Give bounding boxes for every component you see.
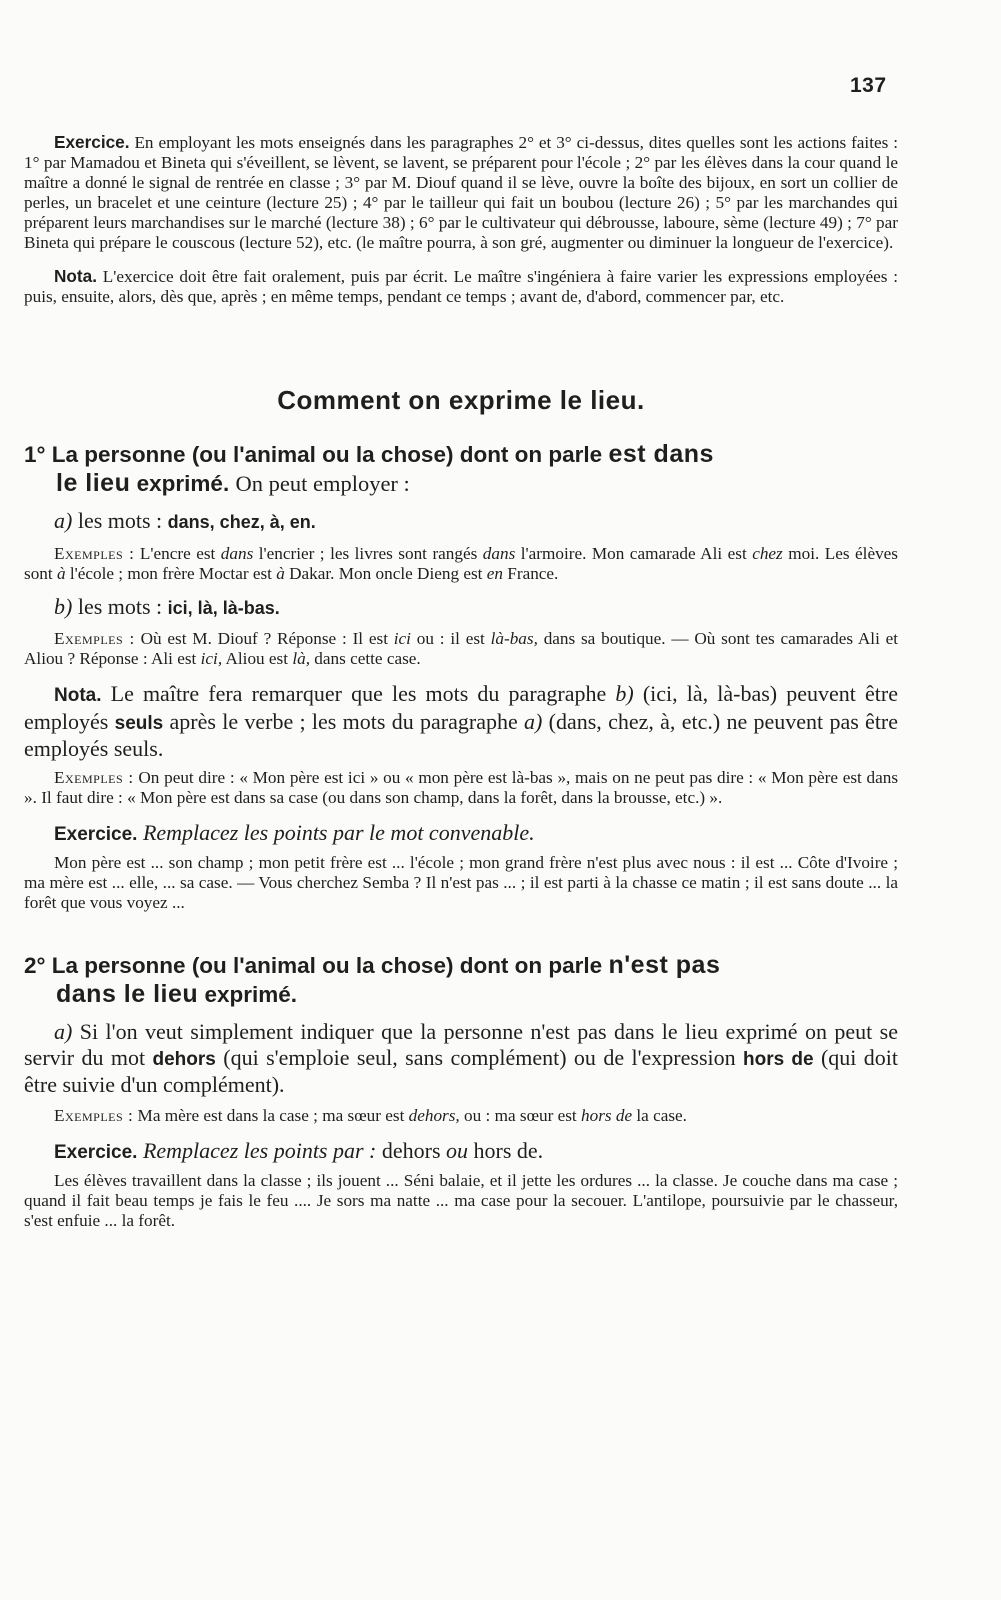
example-text: moi. Les élèves sont <box>24 543 898 583</box>
example-text: dans sa boutique. — Où sont tes camarades Ali et Aliou ? Réponse : Ali est <box>24 629 899 668</box>
exercise-instruction: Remplacez les points par le mot convenable. <box>142 819 535 845</box>
part1-heading-number: 1° <box>24 442 46 467</box>
part2-exercise-text: Les élèves travaillent dans la classe ; ils jouent ... Séni balaie, et il jette les ordures ... la classe. Je couche dans ma case ; quand il fait beau temps je fais le feu .... Je sors ma natte ... ma case pour la secouer. L'antilope, poursuivie par le chasseur, s'est enfuie ... la forêt. <box>24 1171 898 1230</box>
section-title: Comment on exprime le lieu. <box>277 385 645 415</box>
intro-exercise-paragraph <box>24 132 898 253</box>
part1-heading-exprime: exprimé. <box>136 471 230 496</box>
example-word: en <box>486 563 503 583</box>
part1-a-letter: a) <box>54 508 73 533</box>
example-text: France. <box>507 563 559 583</box>
example-word: hors de <box>581 1105 633 1125</box>
example-text: l'armoire. Mon camarade Ali est <box>520 543 747 563</box>
example-text: ou : il est <box>416 629 485 648</box>
part2-heading <box>24 951 898 1009</box>
example-word: à <box>56 563 66 583</box>
page-number: 137 <box>850 74 887 97</box>
part2-a-emphasis: hors de <box>743 1048 814 1070</box>
part1-heading-tail: On peut employer : <box>235 471 410 496</box>
part2-examples <box>24 1106 898 1126</box>
example-word: dans <box>482 543 516 563</box>
part1-heading <box>24 440 898 498</box>
nota-ref: b) <box>615 681 634 706</box>
page-content <box>24 70 898 1231</box>
exercise-word: ou <box>446 1137 469 1163</box>
part2-a-paragraph <box>24 1019 898 1098</box>
part1-b-letter: b) <box>54 593 73 619</box>
nota-text: (ici, là, là-bas) peuvent être employés <box>24 681 898 734</box>
nota-text: (dans, chez, à, etc.) ne peuvent pas être employés seuls. <box>24 708 899 761</box>
nota-ref: a) <box>524 708 543 734</box>
examples-label: Exemples : <box>54 767 134 787</box>
part1-nota <box>24 681 898 762</box>
exercise-instruction: Remplacez les points par : <box>142 1137 377 1163</box>
example-text: L'encre est <box>139 543 216 563</box>
part1-b-words: ici, là, là-bas. <box>167 597 280 618</box>
example-text: Ma mère est dans la case ; ma sœur est <box>137 1105 405 1125</box>
example-text: dans cette case. <box>314 649 421 668</box>
exercise-label: Exercice. <box>54 1141 138 1163</box>
example-word: ici <box>393 629 411 648</box>
nota-emphasis: seuls <box>114 712 164 734</box>
exercise-label: Exercice. <box>54 823 138 845</box>
example-word: à <box>276 563 285 583</box>
part2-heading-exprime: exprimé. <box>204 982 297 1007</box>
example-text: On peut dire : « Mon père est ici » ou « mon père est là-bas », mais on ne peut pas dire : « Mon père est dans ». Il faut dire : « Mon père est dans sa case (ou dans son champ, dans la forêt, dans la brousse, etc.) ». <box>24 767 899 807</box>
example-text: Aliou est <box>225 649 289 668</box>
nota-text: après le verbe ; les mots du paragraphe <box>169 708 518 734</box>
exercise-text: En employant les mots enseignés dans les paragraphes 2° et 3° ci-dessus, dites quelles sont les actions faites : 1° par Mamadou et Bineta qui s'éveillent, se lèvent, se lavent, se préparent pour l'école ; 2° par les élèves dans la cour quand le maître a donné le signal de rentrée en classe ; 3° par M. Diouf quand il se lève, ouvre la boîte des bijoux, en sort un collier de perles, un bracelet et une ceinture (lecture 25) ; 4° par le tailleur qui fait un boubou (lecture 26) ; 5° par les marchandes qui préparent leurs marchandises sur le marché (lecture 38) ; 6° par le cultivateur qui débrousse, laboure, sème (lecture 49) ; 7° par Bineta qui prépare le couscous (lecture 52), etc. (le maître pourra, à son gré, augmenter ou diminuer la longueur de l'exercice). <box>24 133 898 252</box>
example-word: là-bas, <box>490 629 538 648</box>
part1-exercise-text: Mon père est ... son champ ; mon petit frère est ... l'école ; mon grand frère n'est plus avec nous : il est ... Côte d'Ivoire ; ma mère est ... elle, ... sa case. — Vous cherchez Semba ? Il n'est pas ... ; il est parti à la chasse ce matin ; il est sans doute ... la forêt que vous voyez ... <box>24 853 898 912</box>
intro-nota-paragraph <box>24 266 898 307</box>
exercise-label: Exercice. <box>54 132 130 152</box>
part2-heading-emphasis-1: n'est pas <box>608 951 721 979</box>
example-text: l'encrier ; les livres sont rangés <box>258 543 478 563</box>
nota-label: Nota. <box>54 685 102 706</box>
example-word: chez <box>752 543 783 563</box>
example-text: ou : ma sœur est <box>464 1105 577 1125</box>
examples-label: Exemples : <box>54 629 135 648</box>
part2-a-text: (qui doit être suivie d'un complément). <box>24 1044 898 1097</box>
part1-b-text: les mots : <box>77 593 163 619</box>
part1-nota-examples <box>24 768 898 808</box>
part1-a-line <box>24 508 898 536</box>
exercise-word: hors de. <box>473 1137 544 1163</box>
example-word: dehors, <box>408 1105 460 1125</box>
example-text: l'école ; mon frère Moctar est <box>69 563 272 583</box>
part1-exercise-heading <box>24 820 898 848</box>
part2-a-text: (qui s'emploie seul, sans complément) ou de l'expression <box>223 1044 736 1070</box>
example-text: la case. <box>636 1105 687 1125</box>
example-word: là, <box>292 649 310 668</box>
part1-a-words: dans, chez, à, en. <box>167 512 316 532</box>
examples-label: Exemples : <box>54 543 135 563</box>
part2-exercise-heading <box>24 1138 898 1166</box>
examples-label: Exemples : <box>54 1105 134 1125</box>
part2-heading-number: 2° <box>24 953 46 978</box>
exercise-word: dehors <box>381 1137 441 1163</box>
part1-b-line <box>24 594 898 622</box>
part2-heading-text: La personne (ou l'animal ou la chose) dont on parle <box>51 953 603 978</box>
part1-a-examples <box>24 544 898 584</box>
nota-text: L'exercice doit être fait oralement, puis par écrit. Le maître s'ingéniera à faire varier les expressions employées : puis, ensuite, alors, dès que, après ; en même temps, pendant ce temps ; avant de, d'abord, commencer par, etc. <box>24 267 899 306</box>
part2-a-text: Si l'on veut simplement indiquer que la personne n'est pas dans le lieu exprimé on peut se servir du mot <box>24 1019 899 1070</box>
part2-heading-emphasis-2: dans le lieu <box>56 980 199 1008</box>
part1-a-text: les mots : <box>77 508 163 533</box>
part1-heading-emphasis-1: est dans <box>608 440 714 468</box>
part1-heading-text: La personne (ou l'animal ou la chose) dont on parle <box>51 442 603 467</box>
nota-text: Le maître fera remarquer que les mots du paragraphe <box>110 681 607 706</box>
nota-label: Nota. <box>54 266 97 286</box>
part2-a-emphasis: dehors <box>152 1048 216 1070</box>
example-word: dans <box>220 543 254 563</box>
part1-heading-emphasis-2: le lieu <box>56 469 131 497</box>
part2-a-letter: a) <box>54 1019 73 1044</box>
example-text: Où est M. Diouf ? Réponse : Il est <box>140 629 388 648</box>
example-text: Dakar. Mon oncle Dieng est <box>289 563 483 583</box>
part1-b-examples <box>24 629 898 669</box>
example-word: ici, <box>200 649 223 668</box>
